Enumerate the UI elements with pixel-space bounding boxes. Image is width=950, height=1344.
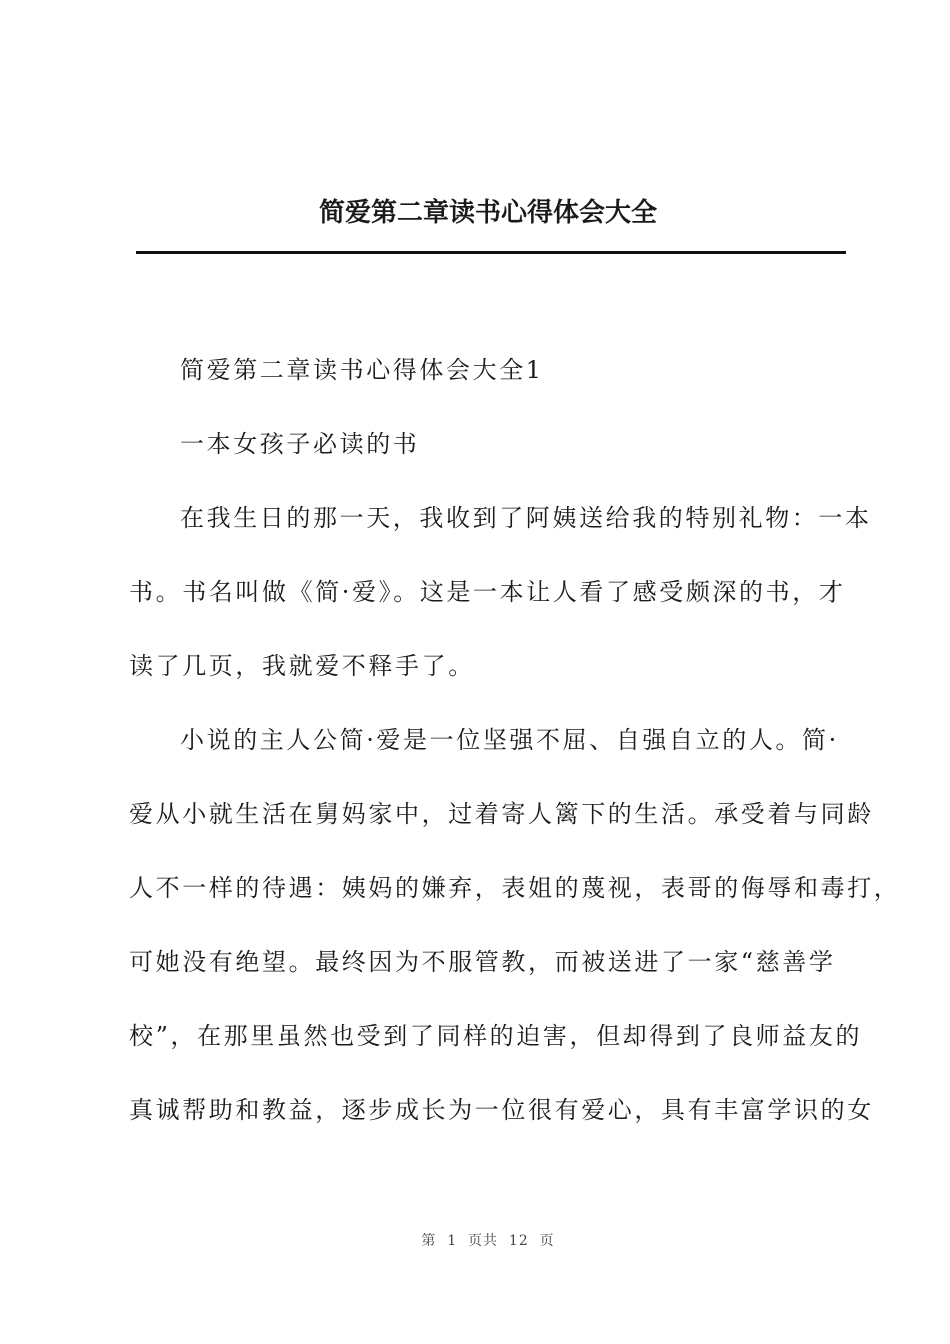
text-line: 爱从小就生活在舅妈家中，过着寄人篱下的生活。承受着与同龄 — [129, 800, 874, 828]
paragraph — [129, 481, 872, 703]
paragraph — [129, 703, 901, 1147]
page-number-footer: 第 1 页共 12 页 — [421, 1233, 555, 1249]
text-line: 小说的主人公简·爱是一位坚强不屈、自强自立的人。简· — [180, 726, 839, 754]
text-line: 人不一样的待遇：姨妈的嫌弃，表姐的蔑视，表哥的侮辱和毒打， — [129, 874, 901, 902]
text-line: 一本女孩子必读的书 — [180, 430, 420, 458]
text-line: 书。书名叫做《简·爱》。这是一本让人看了感受颇深的书，才 — [129, 578, 846, 606]
text-line: 简爱第二章读书心得体会大全1 — [180, 356, 544, 384]
text-line: 真诚帮助和教益，逐步成长为一位很有爱心，具有丰富学识的女 — [129, 1096, 874, 1124]
text-line: 在我生日的那一天，我收到了阿姨送给我的特别礼物：一本 — [180, 504, 872, 532]
paragraph-subtitle — [129, 407, 851, 481]
section-heading — [129, 333, 851, 407]
document-body — [129, 333, 901, 1147]
title-underline — [136, 251, 846, 254]
text-line: 校”，在那里虽然也受到了同样的迫害，但却得到了良师益友的 — [129, 1022, 863, 1050]
text-line: 读了几页，我就爱不释手了。 — [129, 652, 475, 680]
document-title: 简爱第二章读书心得体会大全 — [318, 198, 657, 228]
text-line: 可她没有绝望。最终因为不服管教，而被送进了一家“慈善学 — [129, 948, 836, 976]
